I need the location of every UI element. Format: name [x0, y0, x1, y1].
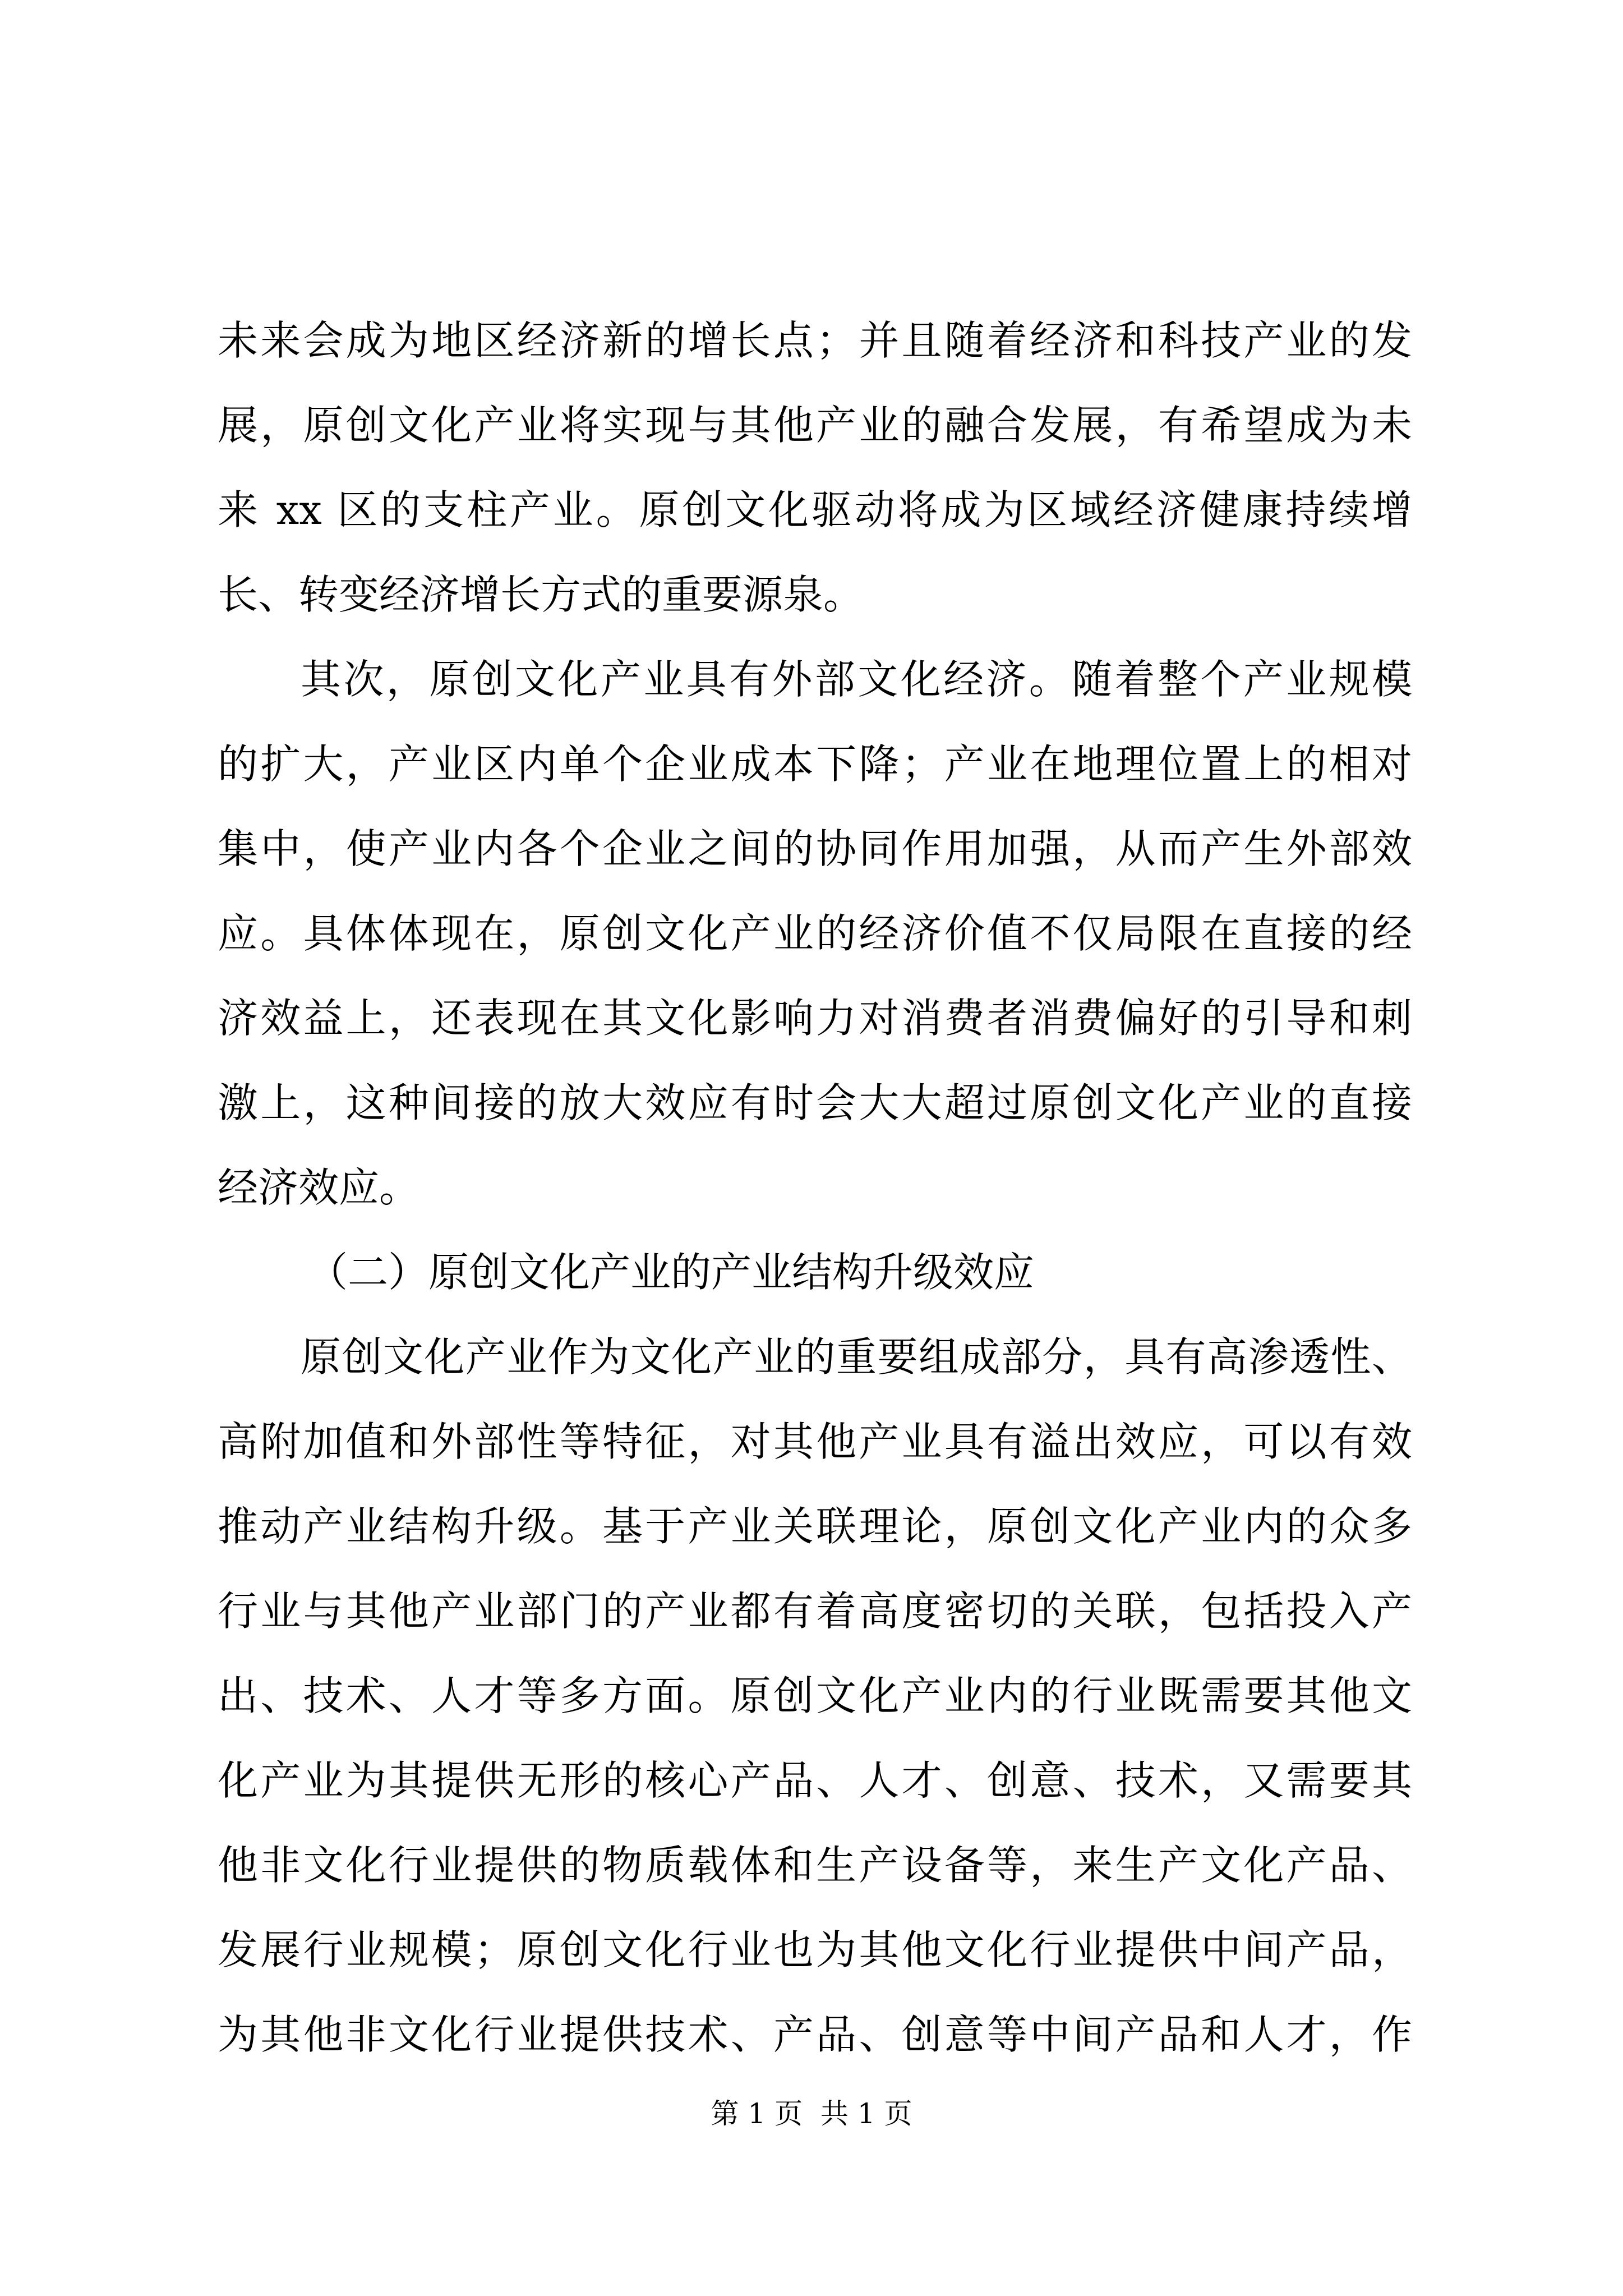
text-line: 其次，原创文化产业具有外部文化经济。随着整个产业规模	[301, 656, 1412, 703]
text-line: 发展行业规模；原创文化行业也为其他文化行业提供中间产品，	[218, 1926, 1412, 1973]
text-line: 来 xx 区的支柱产业。原创文化驱动将成为区域经济健康持续增	[218, 486, 1412, 533]
text-line: 展，原创文化产业将实现与其他产业的融合发展，有希望成为未	[218, 402, 1412, 449]
text-line: 行业与其他产业部门的产业都有着高度密切的关联，包括投入产	[218, 1588, 1412, 1635]
text-line: 未来会成为地区经济新的增长点；并且随着经济和科技产业的发	[218, 317, 1412, 364]
section-heading: （二）原创文化产业的产业结构升级效应	[307, 1249, 1035, 1296]
text-line: 经济效应。	[218, 1164, 420, 1211]
text-line: 推动产业结构升级。基于产业关联理论，原创文化产业内的众多	[218, 1503, 1412, 1550]
text-line: 应。具体体现在，原创文化产业的经济价值不仅局限在直接的经	[218, 910, 1412, 957]
text-line: 为其他非文化行业提供技术、产品、创意等中间产品和人才，作	[218, 2011, 1412, 2058]
text-line: 济效益上，还表现在其文化影响力对消费者消费偏好的引导和刺	[218, 995, 1412, 1042]
text-line: 他非文化行业提供的物质载体和生产设备等，来生产文化产品、	[218, 1842, 1412, 1889]
text-line: 高附加值和外部性等特征，对其他产业具有溢出效应，可以有效	[218, 1418, 1412, 1465]
document-body	[218, 298, 1412, 2077]
page-footer: 第 1 页 共 1 页	[711, 2097, 912, 2130]
text-line: 出、技术、人才等多方面。原创文化产业内的行业既需要其他文	[218, 1672, 1412, 1719]
text-line: 集中，使产业内各个企业之间的协同作用加强，从而产生外部效	[218, 825, 1412, 872]
text-line: 的扩大，产业区内单个企业成本下降；产业在地理位置上的相对	[218, 740, 1412, 788]
text-line: 原创文化产业作为文化产业的重要组成部分，具有高渗透性、	[301, 1333, 1412, 1381]
text-line: 长、转变经济增长方式的重要源泉。	[218, 571, 864, 618]
text-line: 激上，这种间接的放大效应有时会大大超过原创文化产业的直接	[218, 1079, 1412, 1126]
text-line: 化产业为其提供无形的核心产品、人才、创意、技术，又需要其	[218, 1757, 1412, 1804]
